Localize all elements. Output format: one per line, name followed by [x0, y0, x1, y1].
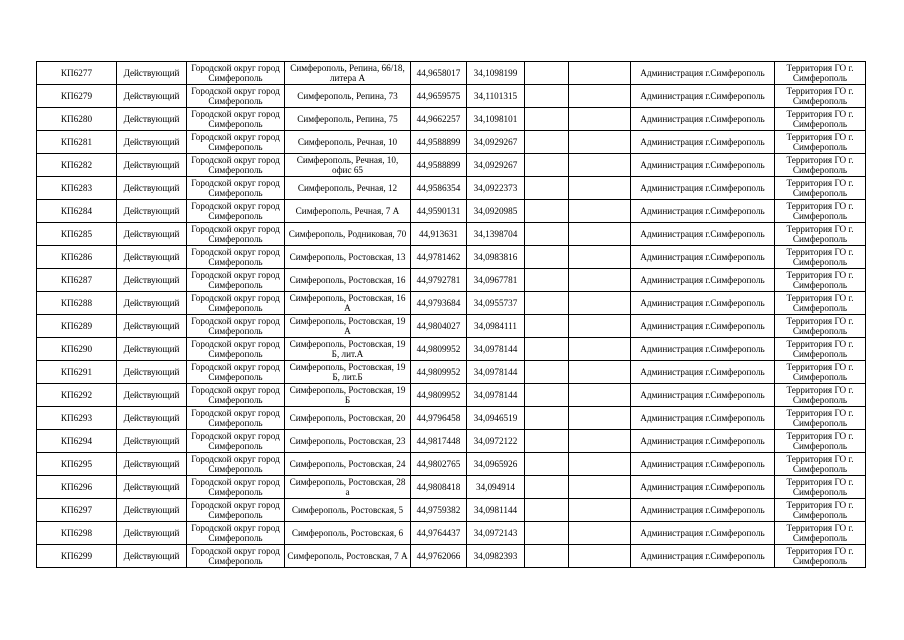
status-cell: Действующий — [117, 292, 187, 315]
territory-cell: Территория ГО г. Симферополь — [775, 131, 866, 154]
district-cell: Городской округ город Симферополь — [187, 269, 285, 292]
status-cell: Действующий — [117, 499, 187, 522]
territory-cell: Территория ГО г. Симферополь — [775, 338, 866, 361]
table-row — [37, 407, 866, 430]
empty-cell — [525, 338, 569, 361]
latitude-cell: 44,9817448 — [411, 430, 467, 453]
longitude-cell: 34,0965926 — [467, 453, 525, 476]
owner-cell: Администрация г.Симферополь — [631, 223, 775, 246]
owner-cell: Администрация г.Симферополь — [631, 85, 775, 108]
code-cell: КП6288 — [37, 292, 117, 315]
territory-cell: Территория ГО г. Симферополь — [775, 315, 866, 338]
address-cell: Симферополь, Речная, 7 А — [285, 200, 411, 223]
district-cell: Городской округ город Симферополь — [187, 246, 285, 269]
status-cell: Действующий — [117, 85, 187, 108]
empty-cell — [569, 476, 631, 499]
empty-cell — [569, 499, 631, 522]
longitude-cell: 34,0929267 — [467, 154, 525, 177]
district-cell: Городской округ город Симферополь — [187, 292, 285, 315]
latitude-cell: 44,9659575 — [411, 85, 467, 108]
code-cell: КП6286 — [37, 246, 117, 269]
table-row — [37, 430, 866, 453]
owner-cell: Администрация г.Симферополь — [631, 407, 775, 430]
district-cell: Городской округ город Симферополь — [187, 315, 285, 338]
empty-cell — [569, 131, 631, 154]
empty-cell — [569, 545, 631, 568]
table-row — [37, 522, 866, 545]
status-cell: Действующий — [117, 384, 187, 407]
longitude-cell: 34,0955737 — [467, 292, 525, 315]
empty-cell — [569, 292, 631, 315]
longitude-cell: 34,0967781 — [467, 269, 525, 292]
status-cell: Действующий — [117, 522, 187, 545]
empty-cell — [525, 223, 569, 246]
longitude-cell: 34,0982393 — [467, 545, 525, 568]
address-cell: Симферополь, Ростовская, 19 Б, лит.Б — [285, 361, 411, 384]
code-cell: КП6290 — [37, 338, 117, 361]
code-cell: КП6289 — [37, 315, 117, 338]
empty-cell — [525, 315, 569, 338]
empty-cell — [569, 223, 631, 246]
code-cell: КП6279 — [37, 85, 117, 108]
territory-cell: Территория ГО г. Симферополь — [775, 200, 866, 223]
empty-cell — [569, 269, 631, 292]
status-cell: Действующий — [117, 315, 187, 338]
table-row — [37, 154, 866, 177]
owner-cell: Администрация г.Симферополь — [631, 177, 775, 200]
district-cell: Городской округ город Симферополь — [187, 338, 285, 361]
territory-cell: Территория ГО г. Симферополь — [775, 108, 866, 131]
table-row — [37, 85, 866, 108]
code-cell: КП6285 — [37, 223, 117, 246]
status-cell: Действующий — [117, 131, 187, 154]
table-row — [37, 476, 866, 499]
address-cell: Симферополь, Ростовская, 5 — [285, 499, 411, 522]
status-cell: Действующий — [117, 430, 187, 453]
address-cell: Симферополь, Ростовская, 16 — [285, 269, 411, 292]
territory-cell: Территория ГО г. Симферополь — [775, 407, 866, 430]
table-row — [37, 108, 866, 131]
owner-cell: Администрация г.Симферополь — [631, 384, 775, 407]
table-row — [37, 453, 866, 476]
longitude-cell: 34,0946519 — [467, 407, 525, 430]
district-cell: Городской округ город Симферополь — [187, 476, 285, 499]
empty-cell — [525, 384, 569, 407]
empty-cell — [525, 361, 569, 384]
empty-cell — [525, 131, 569, 154]
owner-cell: Администрация г.Симферополь — [631, 499, 775, 522]
status-cell: Действующий — [117, 200, 187, 223]
empty-cell — [525, 269, 569, 292]
district-cell: Городской округ город Симферополь — [187, 499, 285, 522]
status-cell: Действующий — [117, 545, 187, 568]
district-cell: Городской округ город Симферополь — [187, 522, 285, 545]
code-cell: КП6299 — [37, 545, 117, 568]
owner-cell: Администрация г.Симферополь — [631, 545, 775, 568]
owner-cell: Администрация г.Симферополь — [631, 108, 775, 131]
territory-cell: Территория ГО г. Симферополь — [775, 154, 866, 177]
territory-cell: Территория ГО г. Симферополь — [775, 476, 866, 499]
longitude-cell: 34,0978144 — [467, 361, 525, 384]
latitude-cell: 44,9793684 — [411, 292, 467, 315]
status-cell: Действующий — [117, 338, 187, 361]
status-cell: Действующий — [117, 269, 187, 292]
latitude-cell: 44,9804027 — [411, 315, 467, 338]
empty-cell — [569, 384, 631, 407]
longitude-cell: 34,1098101 — [467, 108, 525, 131]
latitude-cell: 44,9809952 — [411, 384, 467, 407]
district-cell: Городской округ город Симферополь — [187, 361, 285, 384]
latitude-cell: 44,9781462 — [411, 246, 467, 269]
address-cell: Симферополь, Ростовская, 13 — [285, 246, 411, 269]
table-row — [37, 384, 866, 407]
latitude-cell: 44,9792781 — [411, 269, 467, 292]
code-cell: КП6281 — [37, 131, 117, 154]
longitude-cell: 34,0929267 — [467, 131, 525, 154]
address-cell: Симферополь, Репина, 66/18, литера А — [285, 62, 411, 85]
code-cell: КП6298 — [37, 522, 117, 545]
latitude-cell: 44,9588899 — [411, 154, 467, 177]
code-cell: КП6277 — [37, 62, 117, 85]
territory-cell: Территория ГО г. Симферополь — [775, 499, 866, 522]
empty-cell — [569, 246, 631, 269]
empty-cell — [569, 177, 631, 200]
address-cell: Симферополь, Репина, 73 — [285, 85, 411, 108]
territory-cell: Территория ГО г. Симферополь — [775, 361, 866, 384]
code-cell: КП6297 — [37, 499, 117, 522]
district-cell: Городской округ город Симферополь — [187, 108, 285, 131]
address-cell: Симферополь, Ростовская, 23 — [285, 430, 411, 453]
status-cell: Действующий — [117, 177, 187, 200]
empty-cell — [525, 62, 569, 85]
table-row — [37, 499, 866, 522]
address-cell: Симферополь, Речная, 10, офис 65 — [285, 154, 411, 177]
longitude-cell: 34,0920985 — [467, 200, 525, 223]
empty-cell — [525, 407, 569, 430]
territory-cell: Территория ГО г. Симферополь — [775, 246, 866, 269]
latitude-cell: 44,9586354 — [411, 177, 467, 200]
longitude-cell: 34,1101315 — [467, 85, 525, 108]
empty-cell — [569, 338, 631, 361]
code-cell: КП6293 — [37, 407, 117, 430]
territory-cell: Территория ГО г. Симферополь — [775, 269, 866, 292]
code-cell: КП6296 — [37, 476, 117, 499]
empty-cell — [525, 453, 569, 476]
empty-cell — [569, 453, 631, 476]
empty-cell — [525, 522, 569, 545]
owner-cell: Администрация г.Симферополь — [631, 62, 775, 85]
address-cell: Симферополь, Ростовская, 19 А — [285, 315, 411, 338]
latitude-cell: 44,9809952 — [411, 361, 467, 384]
empty-cell — [525, 476, 569, 499]
owner-cell: Администрация г.Симферополь — [631, 453, 775, 476]
empty-cell — [525, 200, 569, 223]
longitude-cell: 34,0981144 — [467, 499, 525, 522]
longitude-cell: 34,0972122 — [467, 430, 525, 453]
district-cell: Городской округ город Симферополь — [187, 453, 285, 476]
empty-cell — [569, 85, 631, 108]
district-cell: Городской округ город Симферополь — [187, 131, 285, 154]
empty-cell — [525, 499, 569, 522]
address-cell: Симферополь, Ростовская, 24 — [285, 453, 411, 476]
status-cell: Действующий — [117, 223, 187, 246]
latitude-cell: 44,913631 — [411, 223, 467, 246]
owner-cell: Администрация г.Симферополь — [631, 522, 775, 545]
registry-table — [36, 61, 866, 568]
territory-cell: Территория ГО г. Симферополь — [775, 522, 866, 545]
district-cell: Городской округ город Симферополь — [187, 223, 285, 246]
table-row — [37, 338, 866, 361]
territory-cell: Территория ГО г. Симферополь — [775, 223, 866, 246]
empty-cell — [525, 85, 569, 108]
empty-cell — [569, 154, 631, 177]
table-row — [37, 200, 866, 223]
code-cell: КП6292 — [37, 384, 117, 407]
district-cell: Городской округ город Симферополь — [187, 85, 285, 108]
territory-cell: Территория ГО г. Симферополь — [775, 545, 866, 568]
longitude-cell: 34,0984111 — [467, 315, 525, 338]
code-cell: КП6295 — [37, 453, 117, 476]
district-cell: Городской округ город Симферополь — [187, 62, 285, 85]
address-cell: Симферополь, Ростовская, 28 а — [285, 476, 411, 499]
owner-cell: Администрация г.Симферополь — [631, 154, 775, 177]
code-cell: КП6294 — [37, 430, 117, 453]
district-cell: Городской округ город Симферополь — [187, 545, 285, 568]
empty-cell — [569, 430, 631, 453]
status-cell: Действующий — [117, 154, 187, 177]
table-row — [37, 131, 866, 154]
owner-cell: Администрация г.Симферополь — [631, 292, 775, 315]
district-cell: Городской округ город Симферополь — [187, 384, 285, 407]
empty-cell — [569, 522, 631, 545]
owner-cell: Администрация г.Симферополь — [631, 476, 775, 499]
longitude-cell: 34,0972143 — [467, 522, 525, 545]
address-cell: Симферополь, Ростовская, 19 Б, лит.А — [285, 338, 411, 361]
owner-cell: Администрация г.Симферополь — [631, 131, 775, 154]
empty-cell — [569, 200, 631, 223]
table-row — [37, 545, 866, 568]
empty-cell — [525, 177, 569, 200]
empty-cell — [525, 292, 569, 315]
code-cell: КП6282 — [37, 154, 117, 177]
territory-cell: Территория ГО г. Симферополь — [775, 430, 866, 453]
longitude-cell: 34,0978144 — [467, 384, 525, 407]
latitude-cell: 44,9658017 — [411, 62, 467, 85]
empty-cell — [525, 246, 569, 269]
table-row — [37, 177, 866, 200]
district-cell: Городской округ город Симферополь — [187, 200, 285, 223]
owner-cell: Администрация г.Симферополь — [631, 246, 775, 269]
empty-cell — [525, 154, 569, 177]
longitude-cell: 34,094914 — [467, 476, 525, 499]
latitude-cell: 44,9762066 — [411, 545, 467, 568]
table-row — [37, 246, 866, 269]
district-cell: Городской округ город Симферополь — [187, 430, 285, 453]
address-cell: Симферополь, Ростовская, 19 Б — [285, 384, 411, 407]
empty-cell — [525, 430, 569, 453]
code-cell: КП6283 — [37, 177, 117, 200]
latitude-cell: 44,9590131 — [411, 200, 467, 223]
empty-cell — [569, 62, 631, 85]
latitude-cell: 44,9802765 — [411, 453, 467, 476]
longitude-cell: 34,0922373 — [467, 177, 525, 200]
address-cell: Симферополь, Ростовская, 20 — [285, 407, 411, 430]
empty-cell — [525, 108, 569, 131]
latitude-cell: 44,9588899 — [411, 131, 467, 154]
status-cell: Действующий — [117, 361, 187, 384]
longitude-cell: 34,0978144 — [467, 338, 525, 361]
latitude-cell: 44,9759382 — [411, 499, 467, 522]
status-cell: Действующий — [117, 476, 187, 499]
empty-cell — [569, 407, 631, 430]
status-cell: Действующий — [117, 246, 187, 269]
territory-cell: Территория ГО г. Симферополь — [775, 62, 866, 85]
longitude-cell: 34,1398704 — [467, 223, 525, 246]
territory-cell: Территория ГО г. Симферополь — [775, 177, 866, 200]
code-cell: КП6287 — [37, 269, 117, 292]
status-cell: Действующий — [117, 453, 187, 476]
address-cell: Симферополь, Ростовская, 16 А — [285, 292, 411, 315]
address-cell: Симферополь, Репина, 75 — [285, 108, 411, 131]
owner-cell: Администрация г.Симферополь — [631, 361, 775, 384]
table-row — [37, 315, 866, 338]
territory-cell: Территория ГО г. Симферополь — [775, 292, 866, 315]
longitude-cell: 34,0983816 — [467, 246, 525, 269]
owner-cell: Администрация г.Симферополь — [631, 430, 775, 453]
table-row — [37, 361, 866, 384]
address-cell: Симферополь, Родниковая, 70 — [285, 223, 411, 246]
district-cell: Городской округ город Симферополь — [187, 177, 285, 200]
table-row — [37, 292, 866, 315]
address-cell: Симферополь, Ростовская, 7 А — [285, 545, 411, 568]
latitude-cell: 44,9796458 — [411, 407, 467, 430]
territory-cell: Территория ГО г. Симферополь — [775, 85, 866, 108]
status-cell: Действующий — [117, 407, 187, 430]
owner-cell: Администрация г.Симферополь — [631, 269, 775, 292]
latitude-cell: 44,9809952 — [411, 338, 467, 361]
table-row — [37, 62, 866, 85]
code-cell: КП6284 — [37, 200, 117, 223]
latitude-cell: 44,9764437 — [411, 522, 467, 545]
empty-cell — [569, 315, 631, 338]
owner-cell: Администрация г.Симферополь — [631, 200, 775, 223]
owner-cell: Администрация г.Симферополь — [631, 338, 775, 361]
empty-cell — [569, 108, 631, 131]
address-cell: Симферополь, Речная, 10 — [285, 131, 411, 154]
owner-cell: Администрация г.Симферополь — [631, 315, 775, 338]
latitude-cell: 44,9662257 — [411, 108, 467, 131]
empty-cell — [525, 545, 569, 568]
code-cell: КП6291 — [37, 361, 117, 384]
address-cell: Симферополь, Ростовская, 6 — [285, 522, 411, 545]
empty-cell — [569, 361, 631, 384]
latitude-cell: 44,9808418 — [411, 476, 467, 499]
district-cell: Городской округ город Симферополь — [187, 407, 285, 430]
address-cell: Симферополь, Речная, 12 — [285, 177, 411, 200]
territory-cell: Территория ГО г. Симферополь — [775, 384, 866, 407]
status-cell: Действующий — [117, 62, 187, 85]
table-row — [37, 269, 866, 292]
status-cell: Действующий — [117, 108, 187, 131]
longitude-cell: 34,1098199 — [467, 62, 525, 85]
district-cell: Городской округ город Симферополь — [187, 154, 285, 177]
territory-cell: Территория ГО г. Симферополь — [775, 453, 866, 476]
code-cell: КП6280 — [37, 108, 117, 131]
table-row — [37, 223, 866, 246]
